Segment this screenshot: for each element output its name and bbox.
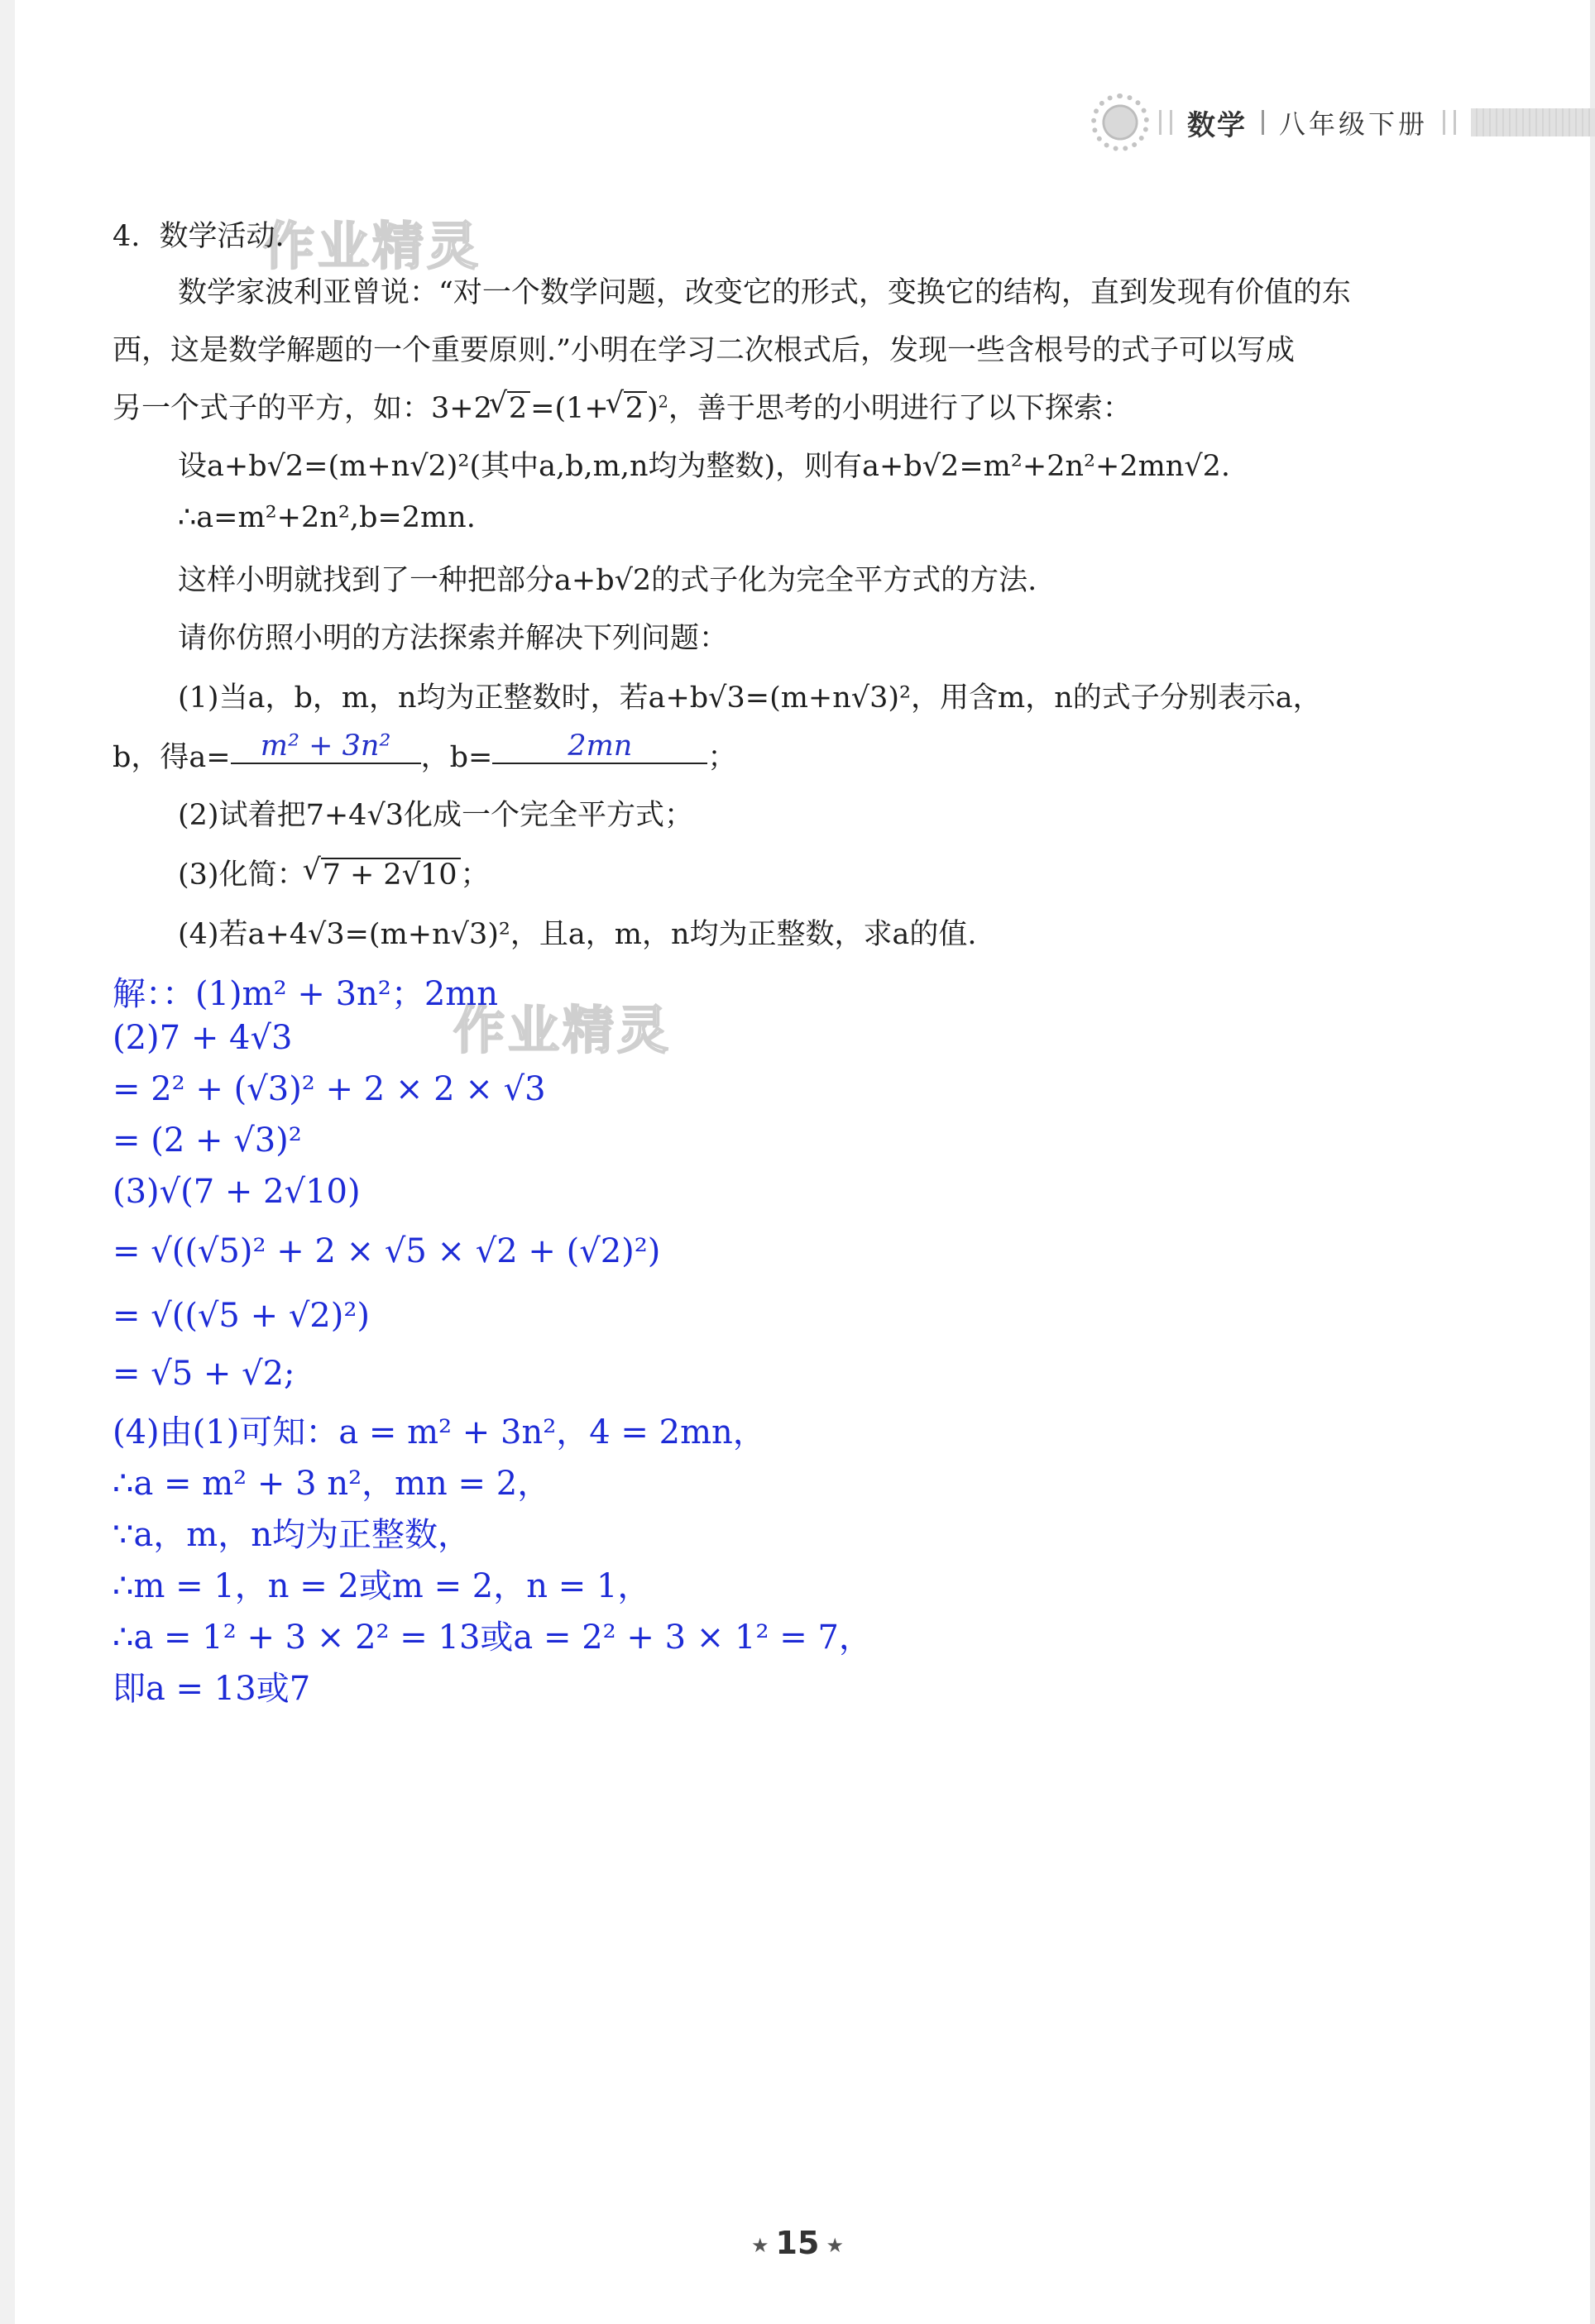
- problem-title: 数学活动.: [159, 220, 285, 253]
- question-3: (3)化简：√ 7 + 2√10 ；: [178, 852, 490, 893]
- watermark: 作业精灵: [453, 1000, 673, 1060]
- header-separator: [1262, 110, 1264, 135]
- problem-heading: [113, 213, 285, 255]
- answer-blank-a[interactable]: m² + 3n²: [231, 729, 421, 764]
- question-2: (2)试着把7+4√3化成一个完全平方式；: [178, 799, 694, 832]
- page-header: [1096, 98, 1595, 147]
- answer-blank-b[interactable]: 2mn: [492, 729, 707, 764]
- please-line: 请你仿照小明的方法探索并解决下列问题：: [178, 622, 729, 655]
- solution-line-1: 解：：(1)m² + 3n²；2mn: [113, 975, 498, 1013]
- watermark: 作业精灵: [263, 216, 482, 276]
- header-grade: 八年级下册: [1278, 108, 1428, 140]
- header-band: [1471, 108, 1595, 136]
- intro-line-2: 西，这是数学解题的一个重要原则.”小明在学习二次根式后，发现一些含根号的式子可以写成: [113, 334, 1296, 367]
- solution-line-12: ∴m = 1，n = 2或m = 2，n = 1，: [113, 1567, 651, 1605]
- question-4: (4)若a+4√3=(m+n√3)²，且a，m，n均为正整数，求a的值.: [178, 918, 977, 951]
- solution-line-2: (2)7 + 4√3: [113, 1019, 293, 1057]
- star-icon: ★: [751, 2233, 769, 2257]
- problem-number: 4.: [113, 220, 141, 253]
- page-number: 15: [775, 2225, 820, 2261]
- page-footer: [0, 2225, 1595, 2261]
- set-line: 设a+b√2=(m+n√2)²(其中a,b,m,n均为整数)，则有a+b√2=m²+2n²+2mn√2.: [178, 450, 1231, 483]
- solution-line-6: = √((√5)² + 2 × √5 × √2 + (√2)²): [113, 1232, 661, 1270]
- intro-line-1: 数学家波利亚曾说：“对一个数学问题，改变它的形式，变换它的结构，直到发现有价值的东: [178, 276, 1351, 309]
- solution-line-9: (4)由(1)可知：a = m² + 3n²，4 = 2mn，: [113, 1413, 766, 1451]
- solution-line-13: ∴a = 1² + 3 × 2² = 13或a = 2² + 3 × 1² = 7，: [113, 1619, 872, 1657]
- solution-line-7: = √((√5 + √2)²): [113, 1297, 370, 1335]
- question-1-line-1: (1)当a，b，m，n均为正整数时，若a+b√3=(m+n√3)²，用含m，n的式子分别表示a，: [178, 681, 1322, 715]
- solution-line-4: = (2 + √3)²: [113, 1121, 302, 1160]
- therefore-line: ∴a=m²+2n²,b=2mn.: [178, 501, 476, 534]
- solution-line-14: 即a = 13或7: [113, 1670, 311, 1708]
- header-subject: 数学: [1186, 108, 1247, 142]
- sun-logo-icon: [1096, 98, 1144, 146]
- star-icon: ★: [826, 2233, 844, 2257]
- solution-line-10: ∴a = m² + 3 n²，mn = 2，: [113, 1465, 551, 1503]
- question-1-line-2: b，得a= m² + 3n² ，b= 2mn ；: [113, 729, 737, 774]
- found-line: 这样小明就找到了一种把部分a+b√2的式子化为完全平方式的方法.: [178, 564, 1037, 597]
- header-divider-icon: [1443, 110, 1456, 135]
- solution-line-3: = 2² + (√3)² + 2 × 2 × √3: [113, 1070, 546, 1108]
- intro-line-3: 另一个式子的平方，如：3+2√ 2 =(1+√ 2 )$^2$，善于思考的小明进行了以下探索：: [113, 385, 1132, 427]
- solution-line-11: ∵a，m，n均为正整数，: [113, 1516, 471, 1554]
- header-divider-icon: [1159, 110, 1172, 135]
- solution-line-8: = √5 + √2;: [113, 1355, 295, 1393]
- solution-line-5: (3)√(7 + 2√10): [113, 1173, 361, 1211]
